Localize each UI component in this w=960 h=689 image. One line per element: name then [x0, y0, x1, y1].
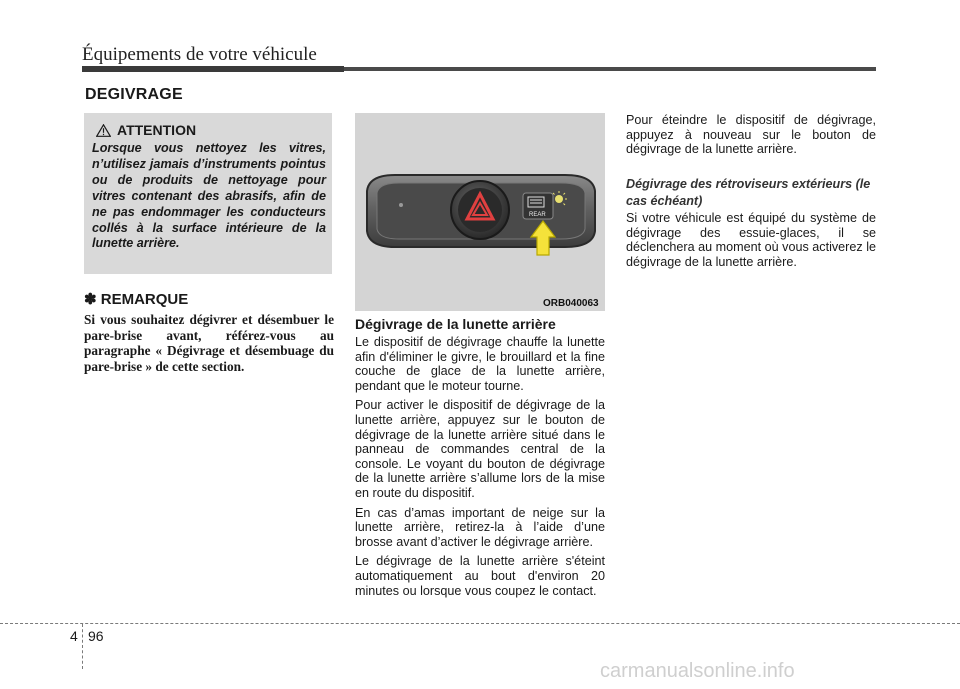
- header-rule-accent: [82, 66, 344, 72]
- caution-title: ATTENTION: [117, 122, 197, 138]
- footer-rule: [0, 623, 960, 624]
- warning-triangle-icon: [96, 124, 111, 137]
- paragraph: Si votre véhicule est équipé du système de dégivrage des essuie-glaces, il se déclenchera au moment où vous activerez le dégivrage de la lunette arrière.: [626, 211, 876, 269]
- mirror-defrost-body: [626, 211, 876, 274]
- remark-text: Si vous souhaitez dégivrer et désembuer le pare-brise avant, référez-vous au paragraphe « Dégivrage et désembuage du pare-brise » de cette section.: [84, 312, 334, 374]
- paragraph: Le dispositif de dégivrage chauffe la lunette afin d'éliminer le givre, le brouillard et la fine couche de glace de la lunette arrière, pendant que le moteur tourne.: [355, 335, 605, 393]
- chapter-number: 4: [70, 628, 78, 644]
- paragraph: En cas d’amas important de neige sur la lunette arrière, retirez-la à l’aide d’une brosse avant d’activer le dégivrage arrière.: [355, 505, 605, 549]
- mirror-defrost-heading: Dégivrage des rétroviseurs extérieurs (le cas échéant): [626, 177, 871, 208]
- watermark-text: carmanualsonline.info: [600, 660, 795, 682]
- page-header-title: Équipements de votre véhicule: [82, 44, 317, 65]
- figure-code-label: ORB040063: [543, 298, 599, 309]
- caution-heading: [96, 122, 196, 138]
- caution-text: Lorsque vous nettoyez les vitres, n’utilisez jamais d’instruments pointus ou de produits de nettoyage pour vitres contenant des abrasifs, afin de ne pas endommager les conducteurs collés à la surface intérieure de la lunette arrière.: [92, 141, 326, 251]
- page-number: 96: [88, 628, 104, 644]
- section-title: DEGIVRAGE: [85, 86, 183, 103]
- turn-off-text: [626, 113, 876, 162]
- paragraph: Le dégivrage de la lunette arrière s'éteint automatiquement au bout d'environ 20 minutes ou lorsque vous coupez le contact.: [355, 554, 605, 598]
- defrost-button-figure: [355, 113, 605, 311]
- remark-heading: ✽ REMARQUE: [84, 291, 189, 308]
- footer-divider: [82, 624, 83, 669]
- rear-defrost-heading: Dégivrage de la lunette arrière: [355, 316, 556, 332]
- paragraph: Pour éteindre le dispositif de dégivrage, appuyez à nouveau sur le bouton de dégivrage de la lunette arrière.: [626, 113, 876, 157]
- paragraph: Pour activer le dispositif de dégivrage de la lunette arrière, appuyez sur le bouton de dégivrage de la lunette arrière situé dans le panneau de commandes central de la console. Le voyant du bouton de dégivrage de la lunette arrière s’allume lors de la mise en route du dispositif.: [355, 398, 605, 500]
- rear-defrost-body: [355, 335, 605, 603]
- console-illustration: [355, 113, 605, 311]
- rear-button-text: REAR: [529, 212, 546, 218]
